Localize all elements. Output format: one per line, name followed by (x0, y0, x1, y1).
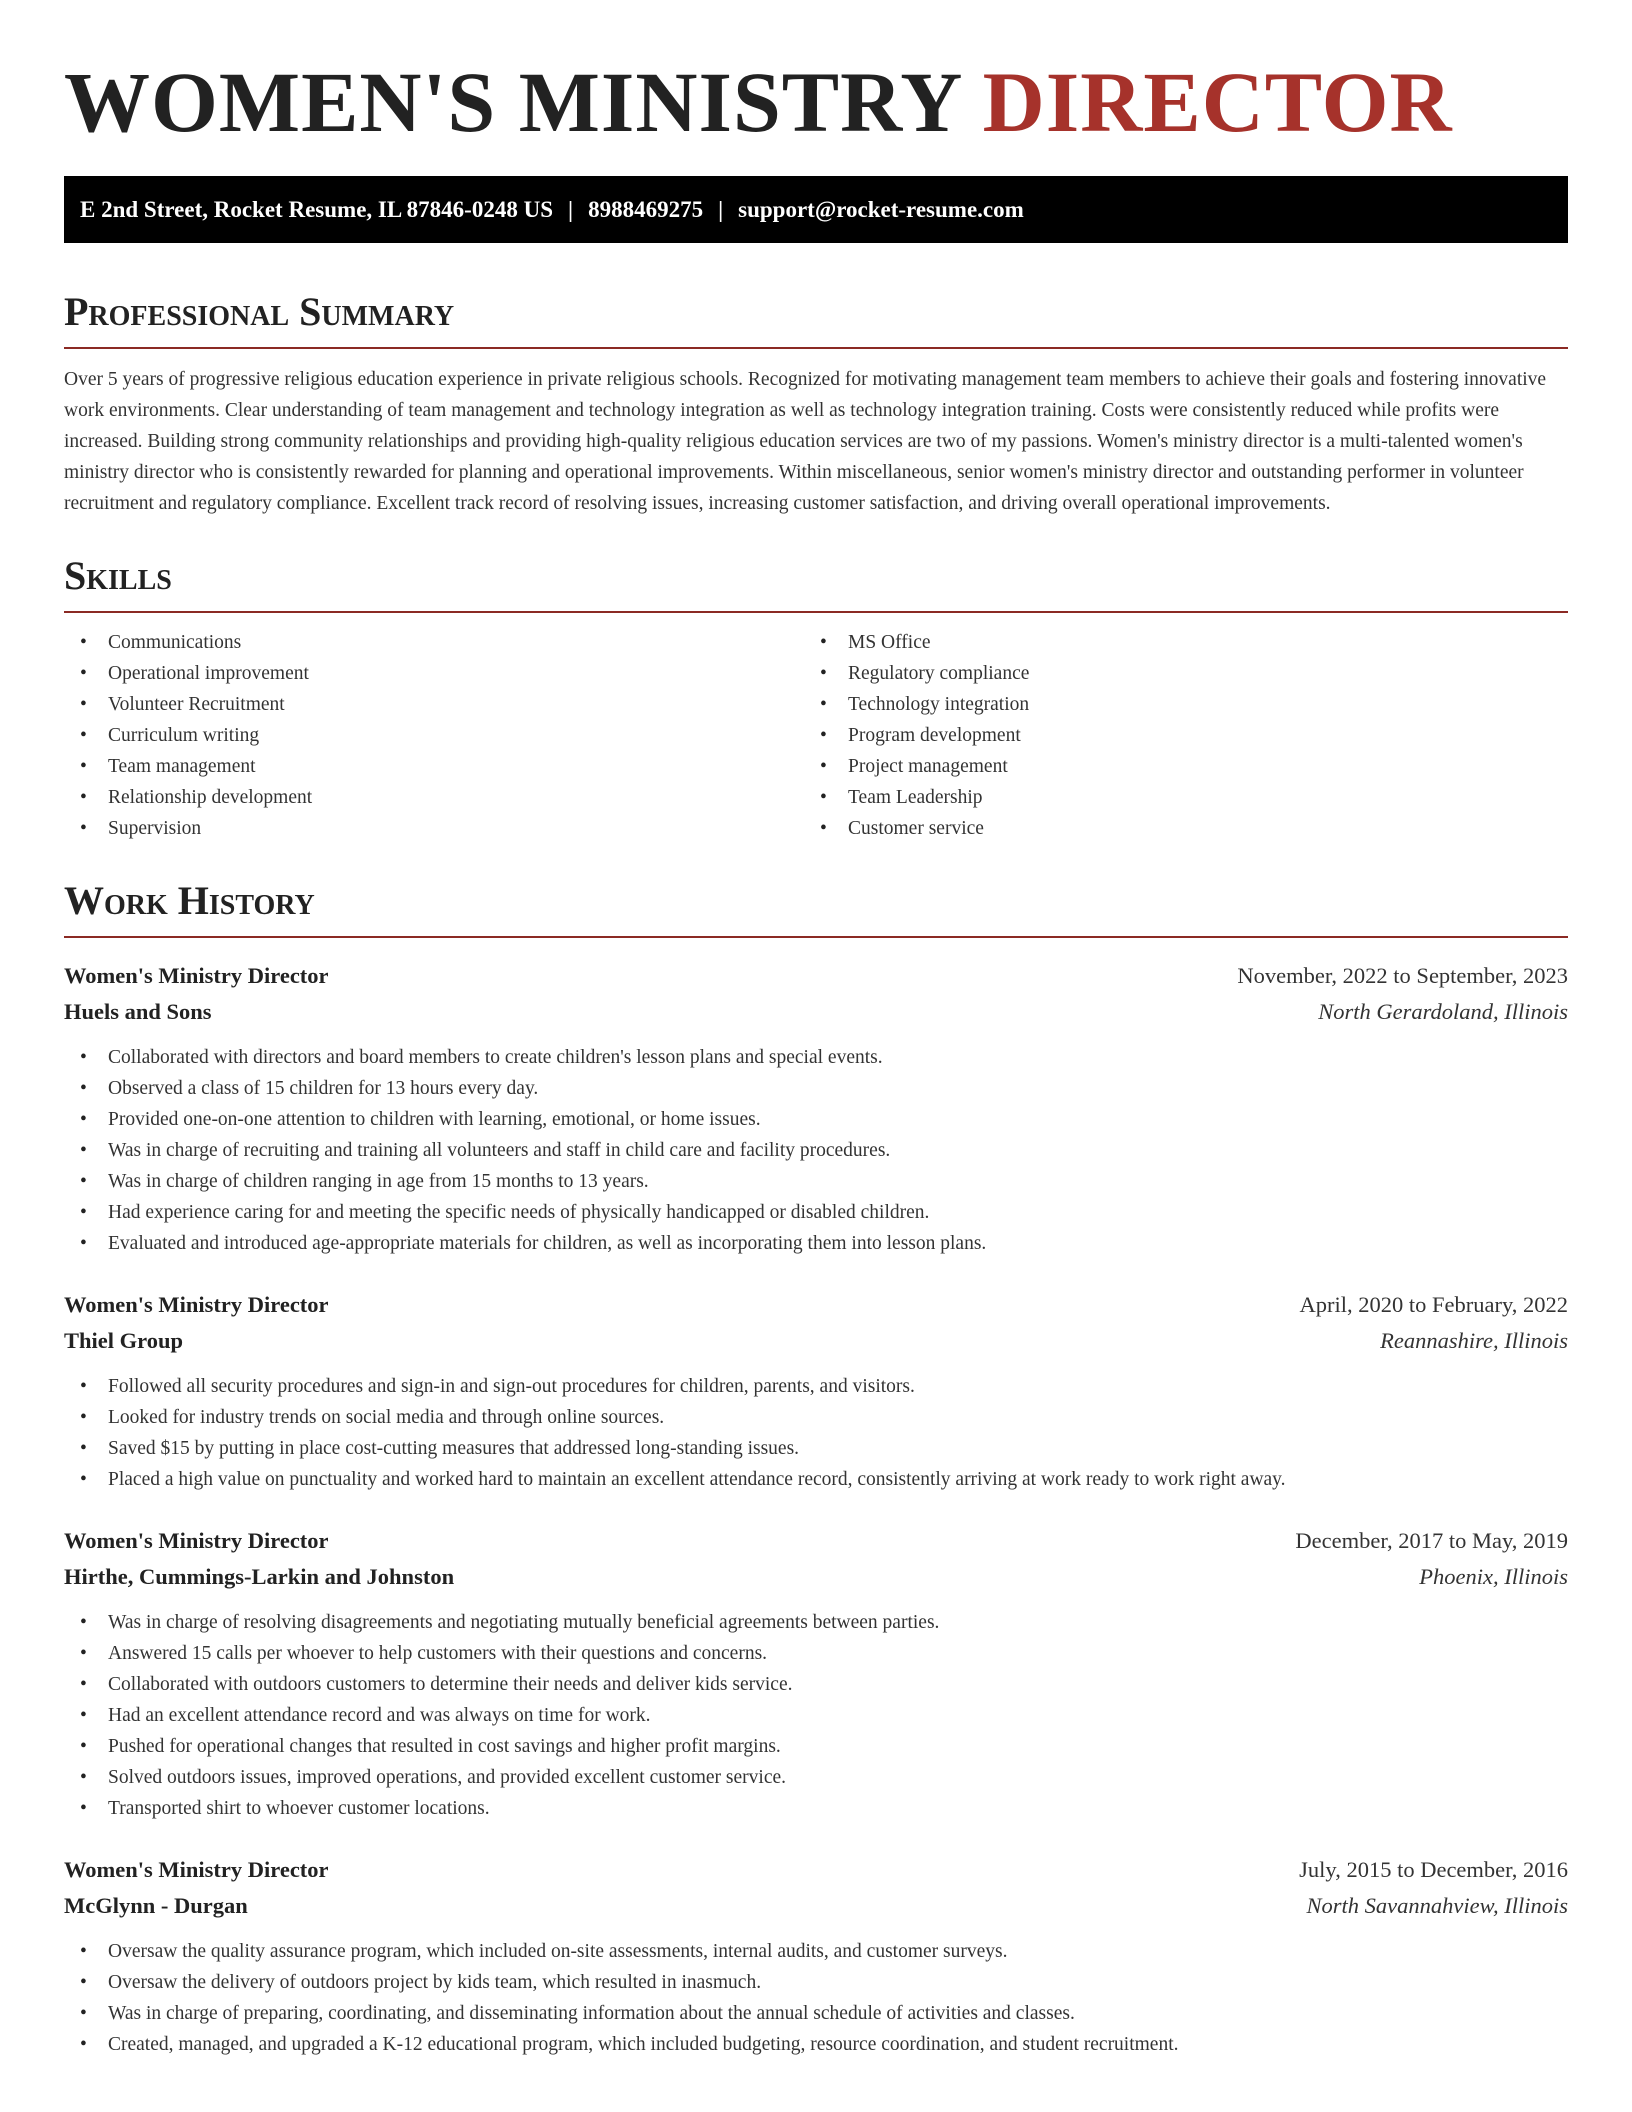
job-location: Reannashire, Illinois (1380, 1328, 1568, 1353)
work-history-heading: Work History (64, 874, 1568, 938)
job-dates: April, 2020 to February, 2022 (1299, 1292, 1568, 1317)
name-last: DIRECTOR (982, 54, 1453, 150)
job-location: Phoenix, Illinois (1419, 1564, 1568, 1589)
skills-column-right (804, 627, 1544, 844)
duty-item: • Collaborated with outdoors customers to determine their needs and deliver kids service. (64, 1669, 1568, 1700)
skill-item: • Regulatory compliance (804, 658, 1544, 689)
skills-list (64, 627, 1568, 844)
skill-item: • Team Leadership (804, 782, 1544, 813)
skill-item: • Operational improvement (64, 658, 804, 689)
company-name: Hirthe, Cummings-Larkin and Johnston (64, 1564, 455, 1589)
job-employer (64, 994, 1568, 1030)
job-header (64, 958, 1568, 994)
duty-item: • Had an excellent attendance record and was always on time for work. (64, 1700, 1568, 1731)
duty-item: • Followed all security procedures and sign-in and sign-out procedures for children, parents, and visitors. (64, 1371, 1568, 1402)
duty-item: • Had experience caring for and meeting the specific needs of physically handicapped or disabled children. (64, 1197, 1568, 1228)
company-name: Huels and Sons (64, 999, 212, 1024)
job-duties (64, 1936, 1568, 2060)
skills-heading: Skills (64, 549, 1568, 613)
duty-item: • Was in charge of recruiting and training all volunteers and staff in child care and facility procedures. (64, 1135, 1568, 1166)
duty-item: • Was in charge of preparing, coordinating, and disseminating information about the annual schedule of activities and classes. (64, 1998, 1568, 2029)
company-name: McGlynn - Durgan (64, 1893, 248, 1918)
job-header (64, 1287, 1568, 1323)
job-title: Women's Ministry Director (64, 1292, 329, 1317)
skill-item: • Supervision (64, 813, 804, 844)
applicant-name (64, 0, 1568, 152)
job-entry (64, 958, 1568, 1259)
job-location: North Savannahview, Illinois (1306, 1893, 1568, 1918)
job-title: Women's Ministry Director (64, 1528, 329, 1553)
skill-item: • Volunteer Recruitment (64, 689, 804, 720)
company-name: Thiel Group (64, 1328, 183, 1353)
resume-page (64, 0, 1568, 2060)
job-entry (64, 1287, 1568, 1495)
duty-item: • Pushed for operational changes that resulted in cost savings and higher profit margins. (64, 1731, 1568, 1762)
job-dates: November, 2022 to September, 2023 (1237, 963, 1568, 988)
job-header (64, 1852, 1568, 1888)
duty-item: • Was in charge of children ranging in age from 15 months to 13 years. (64, 1166, 1568, 1197)
duty-item: • Transported shirt to whoever customer locations. (64, 1793, 1568, 1824)
skill-item: • MS Office (804, 627, 1544, 658)
job-title: Women's Ministry Director (64, 1857, 329, 1882)
skill-item: • Program development (804, 720, 1544, 751)
skill-item: • Technology integration (804, 689, 1544, 720)
name-first: WOMEN'S MINISTRY (64, 54, 961, 150)
contact-separator: | (567, 197, 574, 222)
job-dates: December, 2017 to May, 2019 (1295, 1528, 1568, 1553)
skill-item: • Project management (804, 751, 1544, 782)
job-employer (64, 1323, 1568, 1359)
duty-item: • Evaluated and introduced age-appropriate materials for children, as well as incorporating them into lesson plans. (64, 1228, 1568, 1259)
contact-separator: | (718, 197, 724, 222)
job-dates: July, 2015 to December, 2016 (1299, 1857, 1568, 1882)
duty-item: • Collaborated with directors and board members to create children's lesson plans and special events. (64, 1042, 1568, 1073)
job-duties (64, 1607, 1568, 1824)
skill-item: • Curriculum writing (64, 720, 804, 751)
job-employer (64, 1559, 1568, 1595)
summary-heading: Professional Summary (64, 285, 1568, 349)
duty-item: • Saved $15 by putting in place cost-cutting measures that addressed long-standing issues. (64, 1433, 1568, 1464)
contact-email[interactable]: support@rocket-resume.com (738, 197, 1024, 222)
contact-phone: 8988469275 (588, 197, 704, 222)
duty-item: • Looked for industry trends on social media and through online sources. (64, 1402, 1568, 1433)
job-employer (64, 1888, 1568, 1924)
skills-column-left (64, 627, 804, 844)
skill-item: • Communications (64, 627, 804, 658)
contact-bar (64, 176, 1568, 243)
duty-item: • Observed a class of 15 children for 13 hours every day. (64, 1073, 1568, 1104)
job-title: Women's Ministry Director (64, 963, 329, 988)
duty-item: • Oversaw the quality assurance program, which included on-site assessments, internal audits, and customer surveys. (64, 1936, 1568, 1967)
contact-address: E 2nd Street, Rocket Resume, IL 87846-0248 US (80, 197, 553, 222)
summary-text: Over 5 years of progressive religious education experience in private religious schools. Recognized for motivating management team members to achieve their goals and fostering innovative work environments. Clear understanding of team management and technology integration as well as technology integration training. Costs were consistently reduced while profits were increased. Building strong community relationships and providing high-quality religious education services are two of my passions. Women's ministry director is a multi-talented women's ministry director who is consistently rewarded for planning and operational improvements. Within miscellaneous, senior women's ministry director and outstanding performer in volunteer recruitment and regulatory compliance. Excellent track record of resolving issues, increasing customer satisfaction, and driving overall operational improvements. (64, 369, 1547, 514)
duty-item: • Created, managed, and upgraded a K-12 educational program, which included budgeting, resource coordination, and student recruitment. (64, 2029, 1568, 2060)
duty-item: • Was in charge of resolving disagreements and negotiating mutually beneficial agreements between parties. (64, 1607, 1568, 1638)
job-header (64, 1523, 1568, 1559)
job-duties (64, 1371, 1568, 1495)
job-duties (64, 1042, 1568, 1259)
skill-item: • Team management (64, 751, 804, 782)
duty-item: • Placed a high value on punctuality and worked hard to maintain an excellent attendance record, consistently arriving at work ready to work right away. (64, 1464, 1568, 1495)
skill-item: • Customer service (804, 813, 1544, 844)
duty-item: • Provided one-on-one attention to children with learning, emotional, or home issues. (64, 1104, 1568, 1135)
job-entry (64, 1852, 1568, 2060)
job-location: North Gerardoland, Illinois (1318, 999, 1568, 1024)
skill-item: • Relationship development (64, 782, 804, 813)
job-entry (64, 1523, 1568, 1824)
duty-item: • Solved outdoors issues, improved operations, and provided excellent customer service. (64, 1762, 1568, 1793)
duty-item: • Answered 15 calls per whoever to help customers with their questions and concerns. (64, 1638, 1568, 1669)
duty-item: • Oversaw the delivery of outdoors project by kids team, which resulted in inasmuch. (64, 1967, 1568, 1998)
